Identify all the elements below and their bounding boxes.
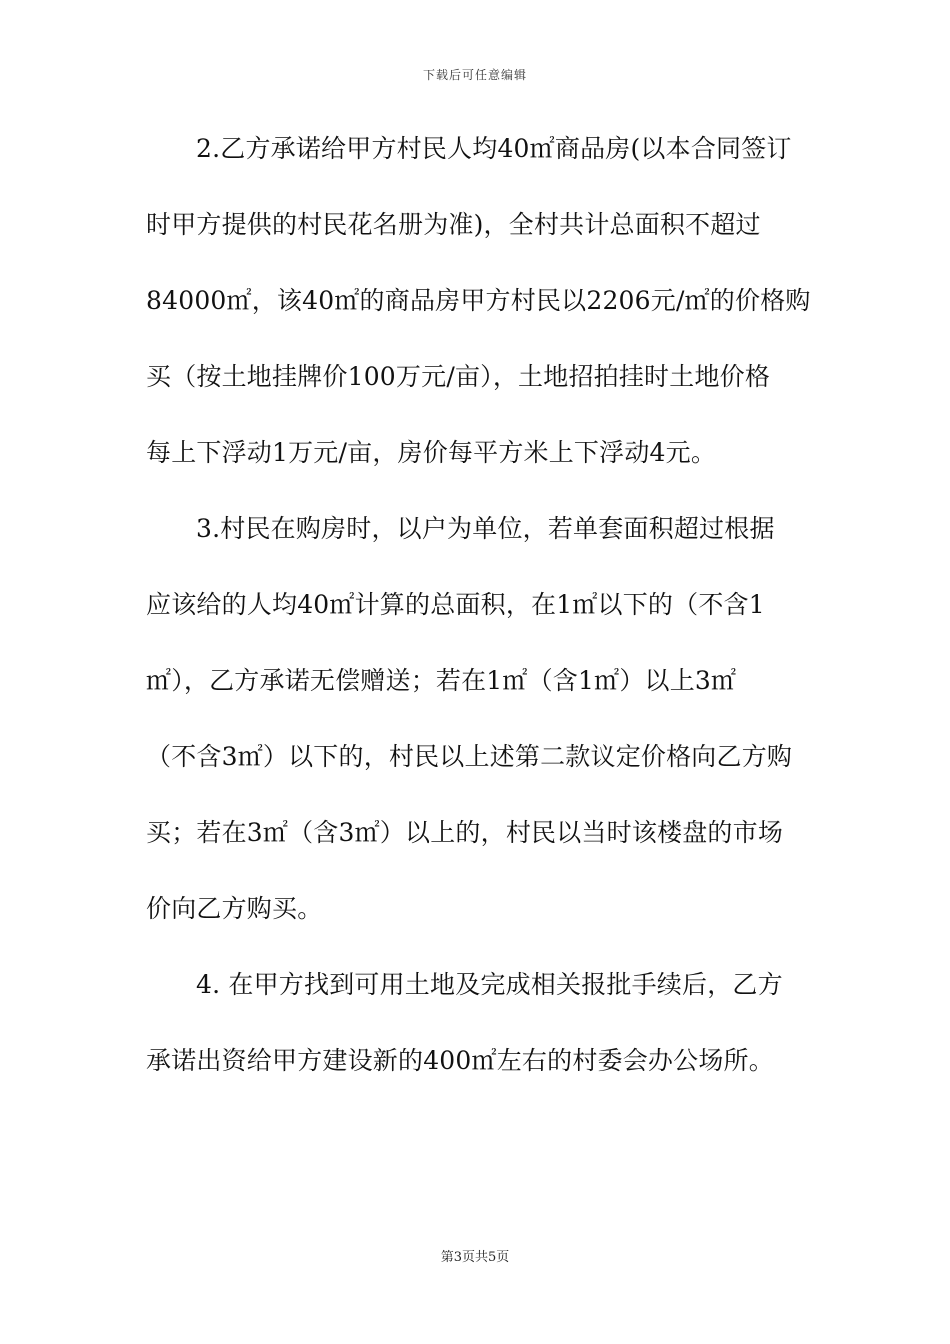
text-line: （不含3㎡）以下的，村民以上述第二款议定价格向乙方购 [146,742,793,771]
text-line: 买；若在3㎡（含3㎡）以上的，村民以当时该楼盘的市场 [146,818,784,847]
text-line: 时甲方提供的村民花名册为准)，全村共计总面积不超过 [146,210,761,239]
text-line: 2.乙方承诺给甲方村民人均40㎡商品房(以本合同签订 [196,134,792,163]
paragraph-clause-2 [146,130,811,472]
text-line: 每上下浮动1万元/亩，房价每平方米上下浮动4元。 [146,438,717,467]
text-line: 84000㎡，该40㎡的商品房甲方村民以2206元/㎡的价格购 [146,286,811,315]
text-line: 承诺出资给甲方建设新的400㎡左右的村委会办公场所。 [146,1046,774,1075]
text-line: ㎡），乙方承诺无偿赠送；若在1㎡（含1㎡）以上3㎡ [146,666,737,695]
document-body [146,130,811,1080]
paragraph-clause-3 [146,510,806,928]
text-line: 4. 在甲方找到可用土地及完成相关报批手续后，乙方 [196,970,783,999]
page-number: 第3页共5页 [440,1250,510,1265]
text-line: 买（按土地挂牌价100万元/亩），土地招拍挂时土地价格 [146,362,771,391]
text-line: 应该给的人均40㎡计算的总面积，在1㎡以下的（不含1 [146,590,765,619]
paragraph-clause-4 [146,966,806,1080]
page-header: 下载后可任意编辑 [422,68,527,82]
text-line: 价向乙方购买。 [146,894,323,923]
text-line: 3.村民在购房时，以户为单位，若单套面积超过根据 [196,514,775,543]
